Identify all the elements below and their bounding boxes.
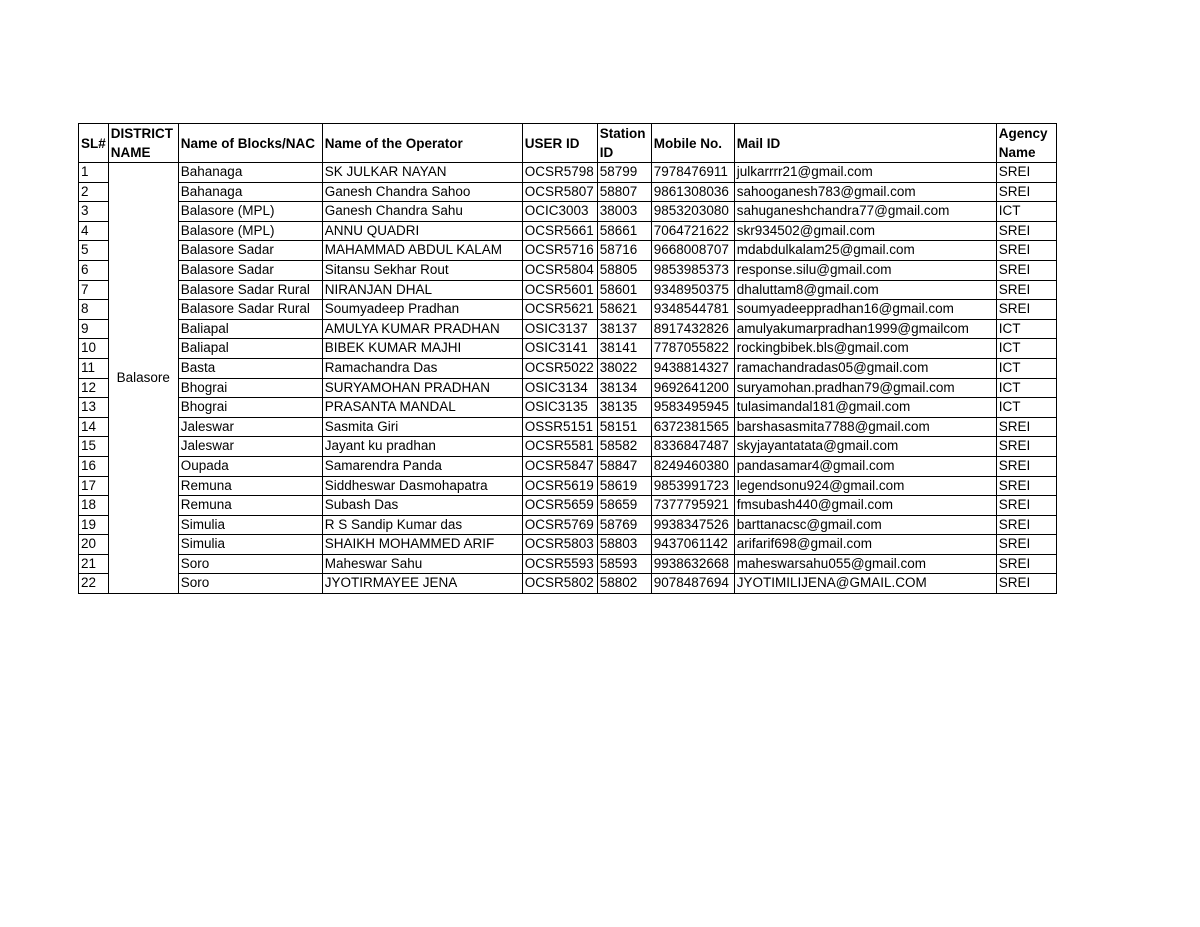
- mobile-cell: 7978476911: [651, 163, 734, 183]
- station-id-cell: 38022: [597, 358, 651, 378]
- agency-cell: SREI: [996, 574, 1056, 594]
- station-id-cell: 58807: [597, 182, 651, 202]
- agency-cell: SREI: [996, 476, 1056, 496]
- operator-cell: Soumyadeep Pradhan: [322, 300, 522, 320]
- user-id-cell: OCIC3003: [522, 202, 597, 222]
- block-cell: Jaleswar: [178, 417, 322, 437]
- sl-cell: 13: [79, 398, 109, 418]
- user-id-cell: OSIC3137: [522, 319, 597, 339]
- user-id-cell: OCSR5661: [522, 221, 597, 241]
- block-cell: Bahanaga: [178, 182, 322, 202]
- user-id-cell: OCSR5022: [522, 358, 597, 378]
- table-row: [79, 554, 1057, 574]
- mail-cell: tulasimandal181@gmail.com: [734, 398, 996, 418]
- block-cell: Soro: [178, 554, 322, 574]
- operator-cell: Jayant ku pradhan: [322, 437, 522, 457]
- mail-cell: barshasasmita7788@gmail.com: [734, 417, 996, 437]
- station-id-cell: 58847: [597, 456, 651, 476]
- sl-cell: 8: [79, 300, 109, 320]
- mobile-cell: 9348950375: [651, 280, 734, 300]
- mobile-cell: 9861308036: [651, 182, 734, 202]
- sl-cell: 1: [79, 163, 109, 183]
- block-cell: Balasore (MPL): [178, 202, 322, 222]
- mail-cell: sahooganesh783@gmail.com: [734, 182, 996, 202]
- header-block: Name of Blocks/NAC: [178, 124, 322, 163]
- operator-cell: Sasmita Giri: [322, 417, 522, 437]
- mail-cell: skr934502@gmail.com: [734, 221, 996, 241]
- agency-cell: SREI: [996, 241, 1056, 261]
- user-id-cell: OCSR5621: [522, 300, 597, 320]
- table-row: [79, 574, 1057, 594]
- station-id-cell: 58593: [597, 554, 651, 574]
- sl-cell: 11: [79, 358, 109, 378]
- header-operator: Name of the Operator: [322, 124, 522, 163]
- operator-cell: AMULYA KUMAR PRADHAN: [322, 319, 522, 339]
- operator-cell: Ganesh Chandra Sahu: [322, 202, 522, 222]
- agency-cell: SREI: [996, 515, 1056, 535]
- mobile-cell: 9853985373: [651, 260, 734, 280]
- mobile-cell: 9692641200: [651, 378, 734, 398]
- station-id-cell: 38135: [597, 398, 651, 418]
- agency-cell: ICT: [996, 358, 1056, 378]
- operator-cell: SHAIKH MOHAMMED ARIF: [322, 535, 522, 555]
- table-row: [79, 221, 1057, 241]
- mail-cell: soumyadeeppradhan16@gmail.com: [734, 300, 996, 320]
- agency-cell: SREI: [996, 456, 1056, 476]
- block-cell: Baliapal: [178, 319, 322, 339]
- station-id-cell: 58621: [597, 300, 651, 320]
- sl-cell: 18: [79, 496, 109, 516]
- table-row: [79, 260, 1057, 280]
- table-row: [79, 496, 1057, 516]
- user-id-cell: OSSR5151: [522, 417, 597, 437]
- operator-cell: Ganesh Chandra Sahoo: [322, 182, 522, 202]
- block-cell: Bahanaga: [178, 163, 322, 183]
- block-cell: Balasore Sadar: [178, 241, 322, 261]
- mobile-cell: 7377795921: [651, 496, 734, 516]
- mail-cell: maheswarsahu055@gmail.com: [734, 554, 996, 574]
- table-row: [79, 515, 1057, 535]
- mail-cell: sahuganeshchandra77@gmail.com: [734, 202, 996, 222]
- mail-cell: ramachandradas05@gmail.com: [734, 358, 996, 378]
- sl-cell: 17: [79, 476, 109, 496]
- mobile-cell: 8336847487: [651, 437, 734, 457]
- block-cell: Jaleswar: [178, 437, 322, 457]
- agency-cell: SREI: [996, 260, 1056, 280]
- agency-cell: ICT: [996, 319, 1056, 339]
- block-cell: Oupada: [178, 456, 322, 476]
- operator-cell: ANNU QUADRI: [322, 221, 522, 241]
- mobile-cell: 9583495945: [651, 398, 734, 418]
- station-id-cell: 58151: [597, 417, 651, 437]
- sl-cell: 10: [79, 339, 109, 359]
- sl-cell: 21: [79, 554, 109, 574]
- operator-cell: SURYAMOHAN PRADHAN: [322, 378, 522, 398]
- header-agency: Agency Name: [996, 124, 1056, 163]
- operator-cell: R S Sandip Kumar das: [322, 515, 522, 535]
- station-id-cell: 58619: [597, 476, 651, 496]
- block-cell: Balasore Sadar Rural: [178, 280, 322, 300]
- block-cell: Simulia: [178, 515, 322, 535]
- agency-cell: ICT: [996, 202, 1056, 222]
- table-row: [79, 319, 1057, 339]
- table-row: [79, 535, 1057, 555]
- station-id-cell: 38137: [597, 319, 651, 339]
- mail-cell: amulyakumarpradhan1999@gmailcom: [734, 319, 996, 339]
- operator-cell: SK JULKAR NAYAN: [322, 163, 522, 183]
- operator-cell: PRASANTA MANDAL: [322, 398, 522, 418]
- operator-cell: Maheswar Sahu: [322, 554, 522, 574]
- user-id-cell: OCSR5847: [522, 456, 597, 476]
- station-id-cell: 58769: [597, 515, 651, 535]
- operator-cell: Ramachandra Das: [322, 358, 522, 378]
- mobile-cell: 8917432826: [651, 319, 734, 339]
- user-id-cell: OCSR5769: [522, 515, 597, 535]
- header-station-id: Station ID: [597, 124, 651, 163]
- station-id-cell: 58802: [597, 574, 651, 594]
- agency-cell: SREI: [996, 437, 1056, 457]
- user-id-cell: OCSR5619: [522, 476, 597, 496]
- user-id-cell: OCSR5593: [522, 554, 597, 574]
- sl-cell: 5: [79, 241, 109, 261]
- mobile-cell: 6372381565: [651, 417, 734, 437]
- mail-cell: rockingbibek.bls@gmail.com: [734, 339, 996, 359]
- sl-cell: 6: [79, 260, 109, 280]
- agency-cell: SREI: [996, 182, 1056, 202]
- agency-cell: ICT: [996, 398, 1056, 418]
- agency-cell: SREI: [996, 417, 1056, 437]
- operator-table: [78, 123, 1057, 594]
- mobile-cell: 9853203080: [651, 202, 734, 222]
- agency-cell: SREI: [996, 496, 1056, 516]
- mobile-cell: 9348544781: [651, 300, 734, 320]
- block-cell: Baliapal: [178, 339, 322, 359]
- sl-cell: 15: [79, 437, 109, 457]
- agency-cell: ICT: [996, 378, 1056, 398]
- mail-cell: dhaluttam8@gmail.com: [734, 280, 996, 300]
- mobile-cell: 7787055822: [651, 339, 734, 359]
- table-row: [79, 202, 1057, 222]
- table-row: [79, 358, 1057, 378]
- table-row: [79, 300, 1057, 320]
- user-id-cell: OCSR5804: [522, 260, 597, 280]
- block-cell: Soro: [178, 574, 322, 594]
- mobile-cell: 9938347526: [651, 515, 734, 535]
- table-row: [79, 241, 1057, 261]
- operator-cell: Samarendra Panda: [322, 456, 522, 476]
- header-row: [79, 124, 1057, 163]
- station-id-cell: 58799: [597, 163, 651, 183]
- user-id-cell: OSIC3135: [522, 398, 597, 418]
- user-id-cell: OCSR5807: [522, 182, 597, 202]
- station-id-cell: 58716: [597, 241, 651, 261]
- sl-cell: 9: [79, 319, 109, 339]
- block-cell: Balasore (MPL): [178, 221, 322, 241]
- station-id-cell: 38003: [597, 202, 651, 222]
- user-id-cell: OSIC3141: [522, 339, 597, 359]
- mobile-cell: 9853991723: [651, 476, 734, 496]
- operator-cell: MAHAMMAD ABDUL KALAM: [322, 241, 522, 261]
- sl-cell: 2: [79, 182, 109, 202]
- user-id-cell: OCSR5659: [522, 496, 597, 516]
- mobile-cell: 9938632668: [651, 554, 734, 574]
- sl-cell: 12: [79, 378, 109, 398]
- sl-cell: 14: [79, 417, 109, 437]
- operator-cell: Sitansu Sekhar Rout: [322, 260, 522, 280]
- agency-cell: ICT: [996, 339, 1056, 359]
- operator-cell: NIRANJAN DHAL: [322, 280, 522, 300]
- station-id-cell: 38141: [597, 339, 651, 359]
- station-id-cell: 38134: [597, 378, 651, 398]
- mail-cell: response.silu@gmail.com: [734, 260, 996, 280]
- user-id-cell: OCSR5601: [522, 280, 597, 300]
- sl-cell: 19: [79, 515, 109, 535]
- table-row: [79, 280, 1057, 300]
- block-cell: Remuna: [178, 496, 322, 516]
- sl-cell: 16: [79, 456, 109, 476]
- block-cell: Bhograi: [178, 378, 322, 398]
- table-row: [79, 476, 1057, 496]
- station-id-cell: 58582: [597, 437, 651, 457]
- sl-cell: 20: [79, 535, 109, 555]
- table-row: [79, 163, 1057, 183]
- header-mobile: Mobile No.: [651, 124, 734, 163]
- mobile-cell: 7064721622: [651, 221, 734, 241]
- header-district: DISTRICT NAME: [108, 124, 178, 163]
- block-cell: Remuna: [178, 476, 322, 496]
- user-id-cell: OCSR5798: [522, 163, 597, 183]
- mail-cell: JYOTIMILIJENA@GMAIL.COM: [734, 574, 996, 594]
- agency-cell: SREI: [996, 535, 1056, 555]
- mobile-cell: 9438814327: [651, 358, 734, 378]
- mobile-cell: 9668008707: [651, 241, 734, 261]
- block-cell: Basta: [178, 358, 322, 378]
- sl-cell: 7: [79, 280, 109, 300]
- user-id-cell: OSIC3134: [522, 378, 597, 398]
- mobile-cell: 9078487694: [651, 574, 734, 594]
- block-cell: Simulia: [178, 535, 322, 555]
- agency-cell: SREI: [996, 280, 1056, 300]
- district-cell: Balasore: [108, 163, 178, 594]
- sl-cell: 4: [79, 221, 109, 241]
- user-id-cell: OCSR5716: [522, 241, 597, 261]
- header-mail: Mail ID: [734, 124, 996, 163]
- table-row: [79, 182, 1057, 202]
- mail-cell: barttanacsc@gmail.com: [734, 515, 996, 535]
- station-id-cell: 58601: [597, 280, 651, 300]
- mail-cell: julkarrrr21@gmail.com: [734, 163, 996, 183]
- table-row: [79, 417, 1057, 437]
- agency-cell: SREI: [996, 554, 1056, 574]
- table-row: [79, 398, 1057, 418]
- block-cell: Balasore Sadar Rural: [178, 300, 322, 320]
- mail-cell: legendsonu924@gmail.com: [734, 476, 996, 496]
- table-row: [79, 437, 1057, 457]
- table-row: [79, 456, 1057, 476]
- station-id-cell: 58659: [597, 496, 651, 516]
- operator-cell: BIBEK KUMAR MAJHI: [322, 339, 522, 359]
- mail-cell: fmsubash440@gmail.com: [734, 496, 996, 516]
- block-cell: Bhograi: [178, 398, 322, 418]
- sl-cell: 22: [79, 574, 109, 594]
- user-id-cell: OCSR5802: [522, 574, 597, 594]
- agency-cell: SREI: [996, 300, 1056, 320]
- block-cell: Balasore Sadar: [178, 260, 322, 280]
- user-id-cell: OCSR5803: [522, 535, 597, 555]
- station-id-cell: 58803: [597, 535, 651, 555]
- operator-cell: Subash Das: [322, 496, 522, 516]
- header-sl: SL#: [79, 124, 109, 163]
- header-user-id: USER ID: [522, 124, 597, 163]
- agency-cell: SREI: [996, 221, 1056, 241]
- table-row: [79, 339, 1057, 359]
- agency-cell: SREI: [996, 163, 1056, 183]
- station-id-cell: 58661: [597, 221, 651, 241]
- mail-cell: mdabdulkalam25@gmail.com: [734, 241, 996, 261]
- mobile-cell: 8249460380: [651, 456, 734, 476]
- mail-cell: pandasamar4@gmail.com: [734, 456, 996, 476]
- table-row: [79, 378, 1057, 398]
- operator-table-sheet: [78, 123, 1057, 594]
- mobile-cell: 9437061142: [651, 535, 734, 555]
- station-id-cell: 58805: [597, 260, 651, 280]
- table-body: [79, 163, 1057, 594]
- sl-cell: 3: [79, 202, 109, 222]
- mail-cell: suryamohan.pradhan79@gmail.com: [734, 378, 996, 398]
- user-id-cell: OCSR5581: [522, 437, 597, 457]
- operator-cell: Siddheswar Dasmohapatra: [322, 476, 522, 496]
- mail-cell: skyjayantatata@gmail.com: [734, 437, 996, 457]
- mail-cell: arifarif698@gmail.com: [734, 535, 996, 555]
- operator-cell: JYOTIRMAYEE JENA: [322, 574, 522, 594]
